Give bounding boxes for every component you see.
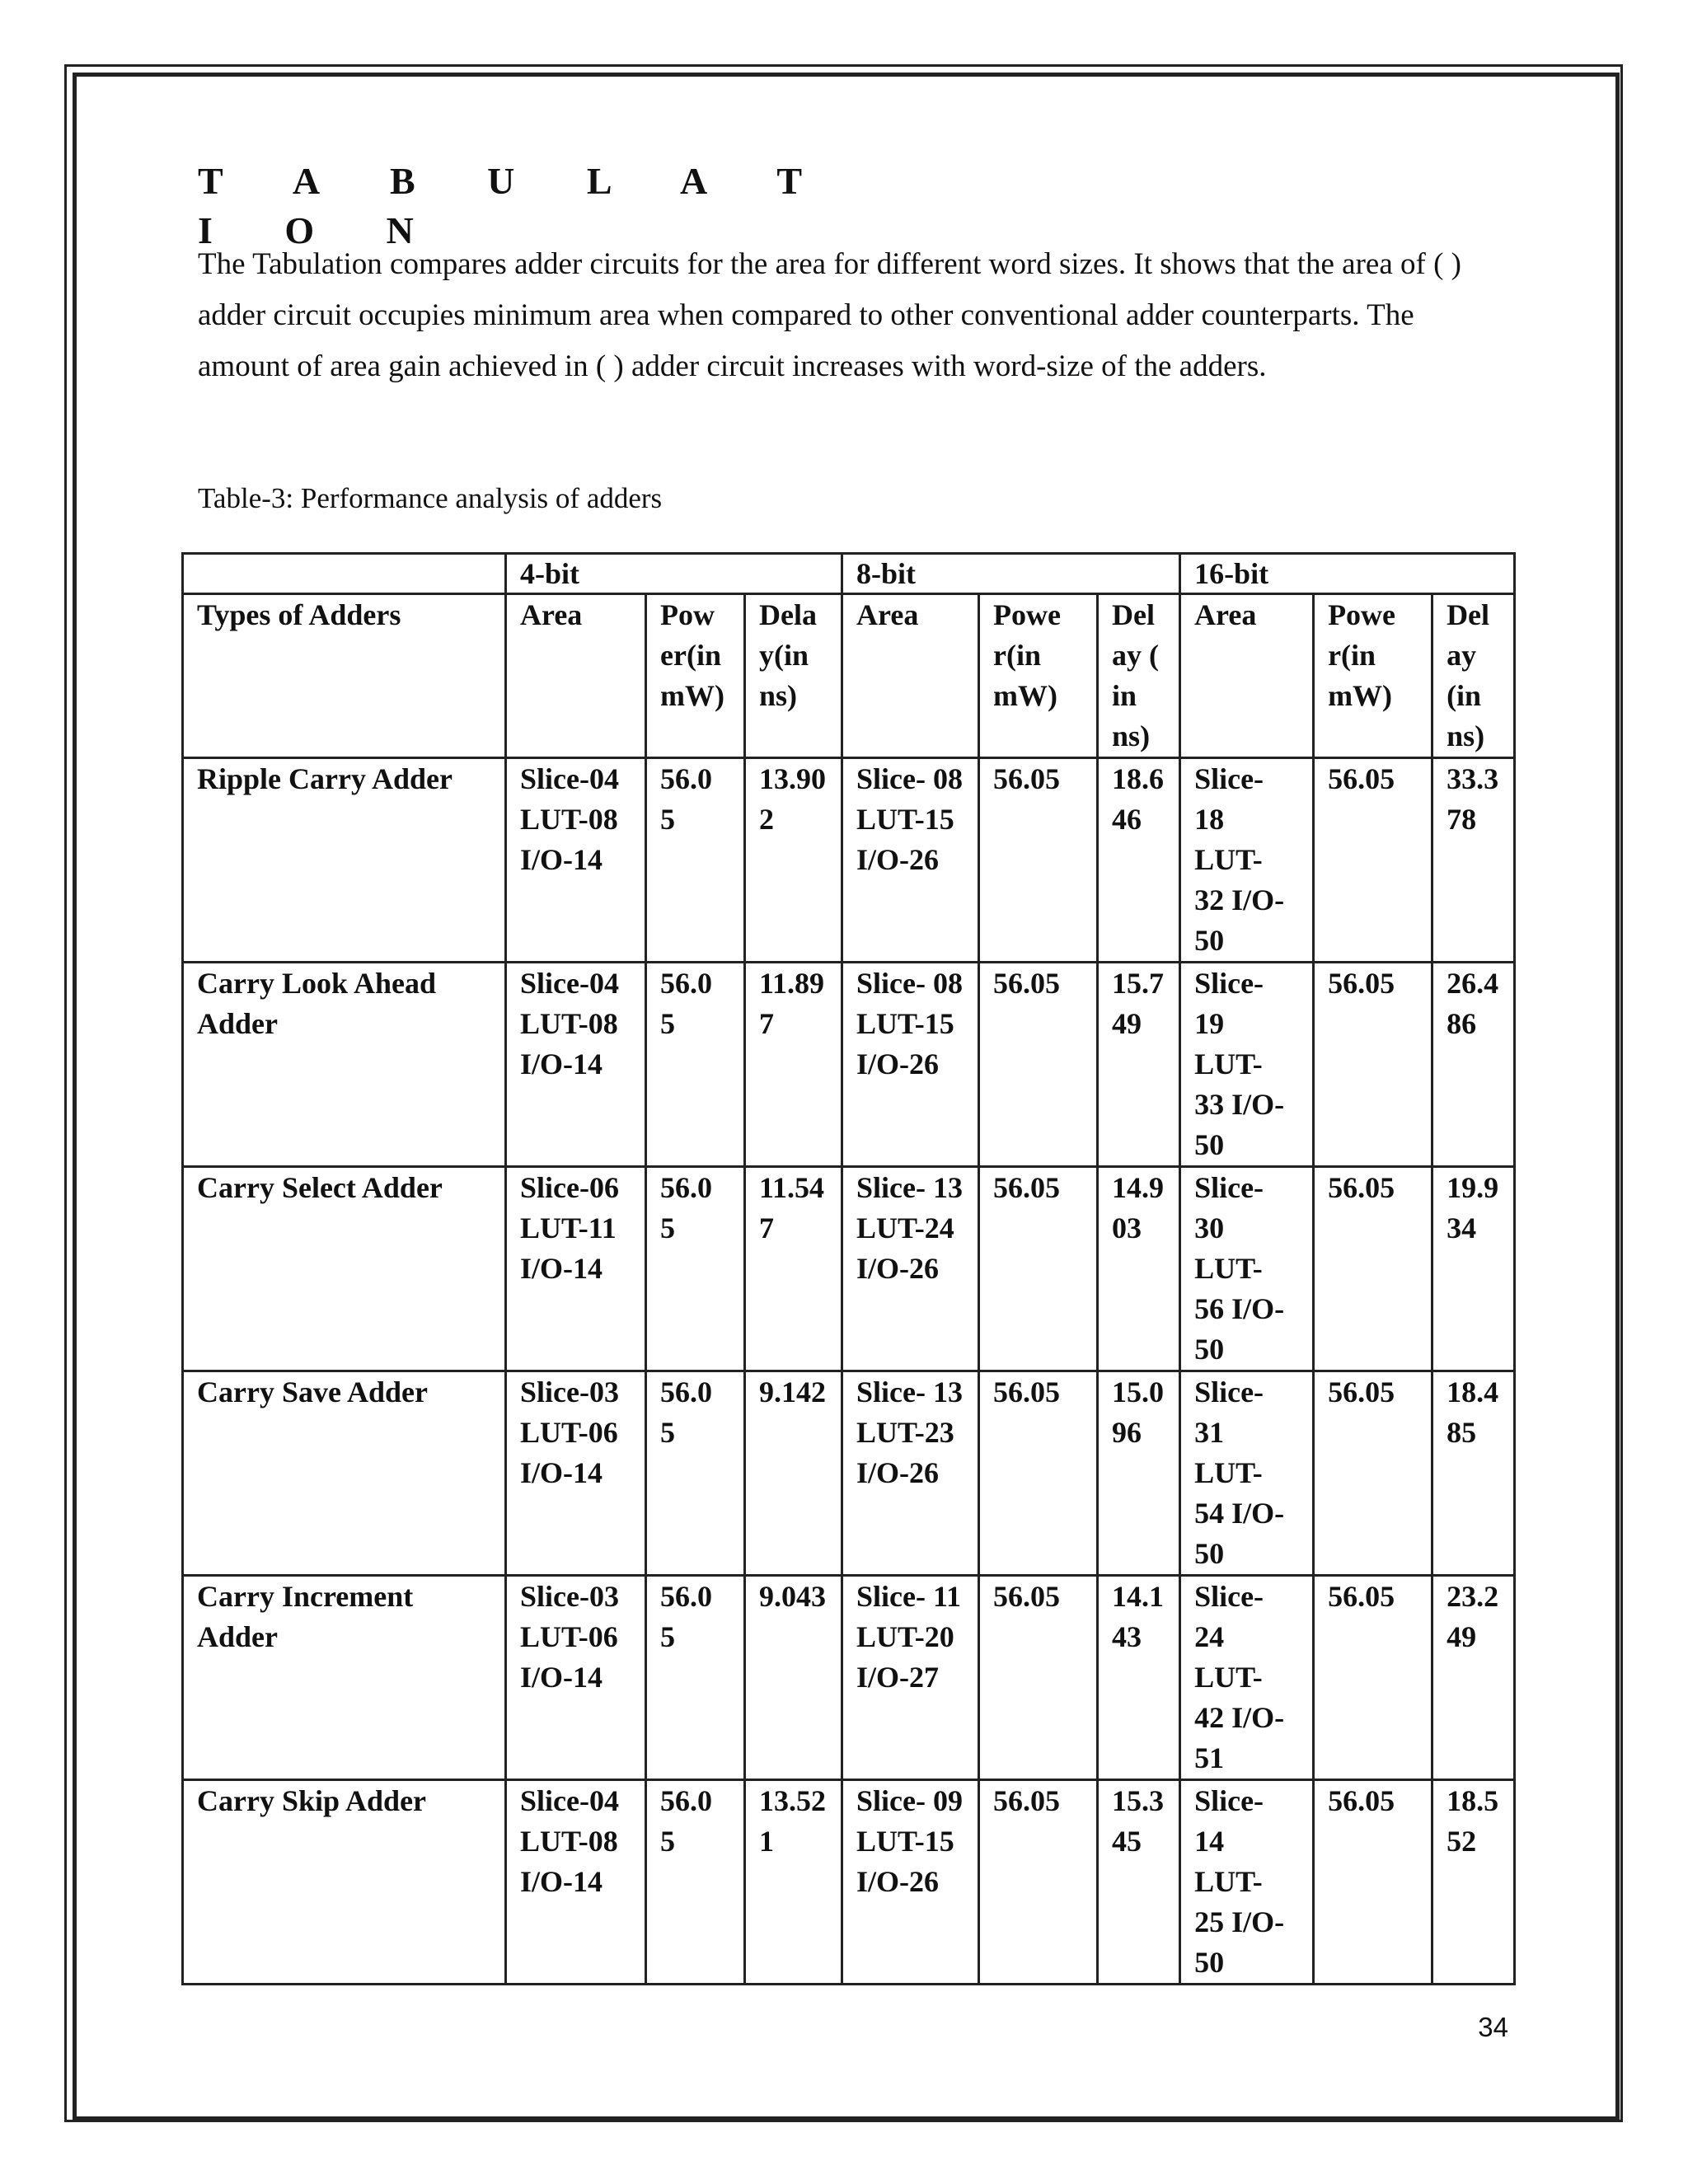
table-cell: 56.05 <box>979 1371 1098 1576</box>
intro-paragraph: The Tabulation compares adder circuits for the area for different word sizes. It shows that the area of ( ) adder circuit occupies minimum area when compared to other conventional adder counterparts. The amount of area gain achieved in ( ) adder circuit increases with word-size of the adders. <box>198 247 1461 383</box>
table-cell: 14.9 03 <box>1098 1167 1180 1371</box>
table-cell: Slice- 11 LUT-20 I/O-27 <box>842 1576 979 1780</box>
table-cell: Slice- 24 LUT- 42 I/O-51 <box>1180 1576 1314 1780</box>
table-cell: Slice-03 LUT-06 I/O-14 <box>506 1371 646 1576</box>
table-cell: 56.05 <box>1314 1167 1432 1371</box>
col-header: Del ay ( in ns) <box>1098 594 1180 758</box>
table-cell: Slice-04 LUT-08 I/O-14 <box>506 963 646 1167</box>
table-cell: 18.6 46 <box>1098 758 1180 963</box>
table-cell: 56.05 <box>1314 963 1432 1167</box>
adder-type-cell: Carry Save Adder <box>183 1371 506 1576</box>
col-header: Area <box>1180 594 1314 758</box>
table-cell: Slice- 30 LUT- 56 I/O-50 <box>1180 1167 1314 1371</box>
table-cell: 56.05 <box>979 1576 1098 1780</box>
table-cell: 56.05 <box>979 1167 1098 1371</box>
table-cell: Slice- 13 LUT-24 I/O-26 <box>842 1167 979 1371</box>
col-header: Powe r(in mW) <box>979 594 1098 758</box>
table-cell: Slice- 18 LUT- 32 I/O-50 <box>1180 758 1314 963</box>
table-cell: 18.5 52 <box>1432 1780 1515 1985</box>
adder-type-cell: Ripple Carry Adder <box>183 758 506 963</box>
table-cell: 56.05 <box>1314 758 1432 963</box>
group-header-row <box>183 554 1515 594</box>
table-cell: 56.05 <box>1314 1780 1432 1985</box>
table-cell: 56.05 <box>1314 1371 1432 1576</box>
table-cell: 26.4 86 <box>1432 963 1515 1167</box>
table-cell: 9.043 <box>745 1576 842 1780</box>
table-row <box>183 1371 1515 1576</box>
table-cell: 13.52 1 <box>745 1780 842 1985</box>
table-cell: 56.05 <box>1314 1576 1432 1780</box>
table-cell: Slice-06 LUT-11 I/O-14 <box>506 1167 646 1371</box>
section-heading: T A B U L A T I O N <box>198 160 833 251</box>
table-cell: Slice-04 LUT-08 I/O-14 <box>506 1780 646 1985</box>
col-header: Area <box>842 594 979 758</box>
group-header-4bit: 4-bit <box>506 554 842 594</box>
col-header: Area <box>506 594 646 758</box>
table-cell: Slice- 08 LUT-15 I/O-26 <box>842 758 979 963</box>
adder-type-cell: Carry Skip Adder <box>183 1780 506 1985</box>
table-cell: 56.0 5 <box>646 1167 745 1371</box>
table-row <box>183 1167 1515 1371</box>
types-header: Types of Adders <box>183 594 506 758</box>
table-cell: 15.7 49 <box>1098 963 1180 1167</box>
table-row <box>183 1576 1515 1780</box>
table-cell: Slice- 09 LUT-15 I/O-26 <box>842 1780 979 1985</box>
col-header: Dela y(in ns) <box>745 594 842 758</box>
adder-type-cell: Carry Look Ahead Adder <box>183 963 506 1167</box>
table-cell: 18.4 85 <box>1432 1371 1515 1576</box>
table-cell: Slice- 13 LUT-23 I/O-26 <box>842 1371 979 1576</box>
table-row <box>183 758 1515 963</box>
table-corner-cell <box>183 554 506 594</box>
table-cell: 11.89 7 <box>745 963 842 1167</box>
table-cell: 56.0 5 <box>646 1780 745 1985</box>
table-cell: 56.0 5 <box>646 1371 745 1576</box>
table-cell: Slice- 19 LUT- 33 I/O-50 <box>1180 963 1314 1167</box>
col-header: Pow er(in mW) <box>646 594 745 758</box>
adder-type-cell: Carry Increment Adder <box>183 1576 506 1780</box>
table-cell: 56.0 5 <box>646 1576 745 1780</box>
table-cell: Slice-03 LUT-06 I/O-14 <box>506 1576 646 1780</box>
table-cell: 15.0 96 <box>1098 1371 1180 1576</box>
table-row <box>183 1780 1515 1985</box>
table-cell: 56.0 5 <box>646 758 745 963</box>
table-cell: 15.3 45 <box>1098 1780 1180 1985</box>
table-caption: Table-3: Performance analysis of adders <box>198 482 663 514</box>
table-cell: 56.05 <box>979 1780 1098 1985</box>
table-cell: Slice- 08 LUT-15 I/O-26 <box>842 963 979 1167</box>
table-cell: Slice- 14 LUT- 25 I/O-50 <box>1180 1780 1314 1985</box>
table-cell: 14.1 43 <box>1098 1576 1180 1780</box>
col-header: Del ay (in ns) <box>1432 594 1515 758</box>
table-cell: Slice-04 LUT-08 I/O-14 <box>506 758 646 963</box>
adder-type-cell: Carry Select Adder <box>183 1167 506 1371</box>
table-cell: 13.90 2 <box>745 758 842 963</box>
table-cell: 23.2 49 <box>1432 1576 1515 1780</box>
group-header-16bit: 16-bit <box>1180 554 1515 594</box>
table-cell: 56.05 <box>979 963 1098 1167</box>
group-header-8bit: 8-bit <box>842 554 1180 594</box>
table-cell: Slice- 31 LUT- 54 I/O-50 <box>1180 1371 1314 1576</box>
page-number: 34 <box>1478 2012 1508 2042</box>
table-cell: 56.0 5 <box>646 963 745 1167</box>
table-cell: 11.54 7 <box>745 1167 842 1371</box>
performance-table <box>181 552 1516 1985</box>
table-row <box>183 963 1515 1167</box>
table-cell: 33.3 78 <box>1432 758 1515 963</box>
table-body <box>183 554 1515 1985</box>
table-cell: 56.05 <box>979 758 1098 963</box>
table-cell: 19.9 34 <box>1432 1167 1515 1371</box>
column-header-row <box>183 594 1515 758</box>
col-header: Powe r(in mW) <box>1314 594 1432 758</box>
table-cell: 9.142 <box>745 1371 842 1576</box>
